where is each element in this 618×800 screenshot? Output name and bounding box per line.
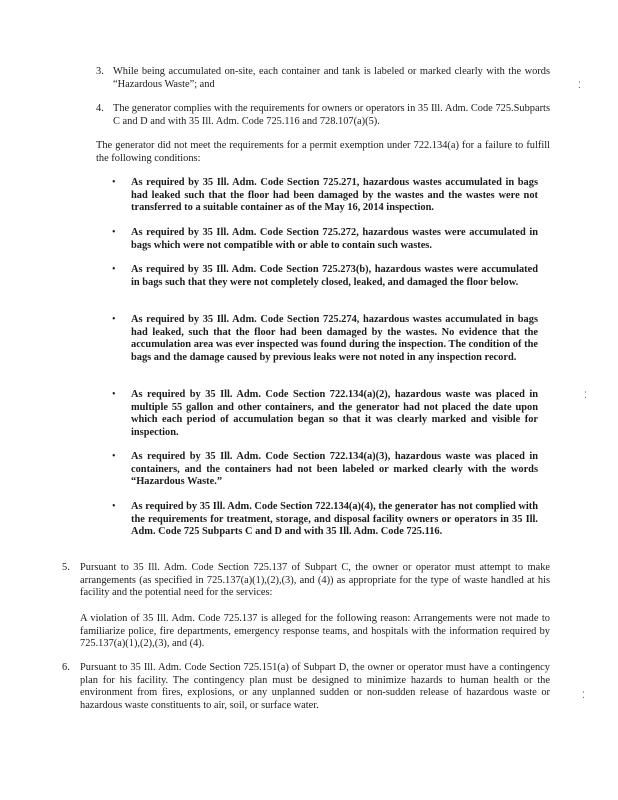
scan-artifact-mark: ⁚ bbox=[578, 81, 581, 91]
violation-paragraph: A violation of 35 Ill. Adm. Code 725.137 is alleged for the following reason: Arrangements were not made to familiarize police, fire departments, emergency response teams, and hospitals with the information required by 725.137(a)(1),(2),(3), and (4). bbox=[80, 613, 550, 650]
item-number: 5. bbox=[62, 562, 70, 573]
item-number: 6. bbox=[62, 662, 70, 673]
scan-artifact-mark: ⁚ bbox=[582, 691, 585, 701]
bullet-dot: • bbox=[112, 389, 116, 400]
scan-artifact-mark: ⁚ bbox=[584, 391, 587, 401]
item-text: While being accumulated on-site, each container and tank is labeled or marked clearly with the words “Hazardous Waste”; and bbox=[113, 66, 550, 90]
bullet-dot: • bbox=[112, 177, 116, 188]
bullet-text: As required by 35 Ill. Adm. Code Section 722.134(a)(3), hazardous waste was placed in containers, and the containers had not been labeled or marked clearly with the words “Hazardous Waste.” bbox=[131, 451, 538, 488]
bullet-dot: • bbox=[112, 451, 116, 462]
item-number: 3. bbox=[96, 66, 104, 77]
item-number: 4. bbox=[96, 103, 104, 114]
bullet-text: As required by 35 Ill. Adm. Code Section 725.273(b), hazardous wastes were accumulated in bags such that they were not completely closed, leaked, and damaged the floor below. bbox=[131, 264, 538, 288]
bullet-dot: • bbox=[112, 264, 116, 275]
bullet-text: As required by 35 Ill. Adm. Code Section 722.134(a)(2), hazardous waste was placed in multiple 55 gallon and other containers, and the generator had not placed the date upon which each period of accumulation began so that it was clearly marked and visible for inspection. bbox=[131, 389, 538, 438]
item-text: Pursuant to 35 Ill. Adm. Code Section 725.137 of Subpart C, the owner or operator must attempt to make arrangements (as specified in 725.137(a)(1),(2),(3), and (4)) as appropriate for the type of waste handled at his facility and the potential need for the services: bbox=[80, 562, 550, 599]
bullet-text: As required by 35 Ill. Adm. Code Section 725.271, hazardous wastes accumulated in bags had leaked such that the floor had been damaged by the wastes and the wastes were not transferred to a suitable container as of the May 16, 2014 inspection. bbox=[131, 177, 538, 214]
bullet-text: As required by 35 Ill. Adm. Code Section 722.134(a)(4), the generator has not complied with the requirements for treatment, storage, and disposal facility owners or operators in 35 Ill. Adm. Code 725 Subparts C and D and with 35 Ill. Adm. Code 725.116. bbox=[131, 501, 538, 538]
item-text: The generator complies with the requirements for owners or operators in 35 Ill. Adm. Code 725.Subparts C and D and with 35 Ill. Adm. Code 725.116 and 728.107(a)(5). bbox=[113, 103, 550, 127]
bullet-dot: • bbox=[112, 501, 116, 512]
bullet-text: As required by 35 Ill. Adm. Code Section 725.272, hazardous wastes were accumulated in bags which were not compatible with or able to contain such wastes. bbox=[131, 227, 538, 251]
item-text: Pursuant to 35 Ill. Adm. Code Section 725.151(a) of Subpart D, the owner or operator must have a contingency plan for his facility. The contingency plan must be designed to minimize hazards to human health or the environment from fires, explosions, or any unplanned sudden or non-sudden release of hazardous waste or hazardous waste constituents to air, soil, or surface water. bbox=[80, 662, 550, 711]
bullet-dot: • bbox=[112, 227, 116, 238]
bullet-dot: • bbox=[112, 314, 116, 325]
bullet-text: As required by 35 Ill. Adm. Code Section 725.274, hazardous wastes accumulated in bags had leaked, such that the floor had been damaged by the wastes. No evidence that the accumulation area was ever inspected was found during the inspection. The condition of the bags and the damage caused by previous leaks were not noted in any inspection record. bbox=[131, 314, 538, 363]
intro-paragraph: The generator did not meet the requirements for a permit exemption under 722.134(a) for a failure to fulfill the following conditions: bbox=[96, 140, 550, 164]
